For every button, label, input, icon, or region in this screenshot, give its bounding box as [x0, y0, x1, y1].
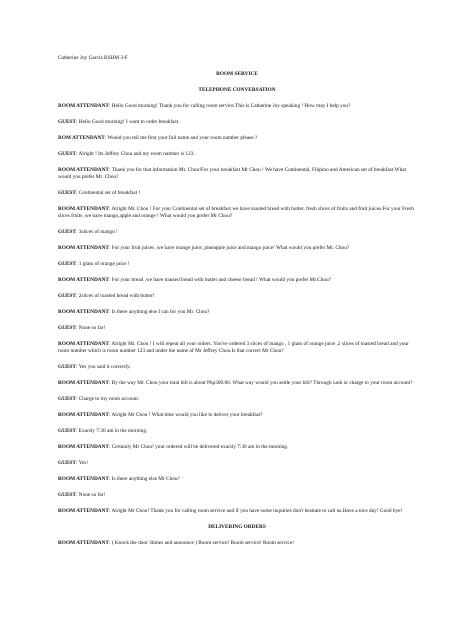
speaker-label: ROOM ATTENDANT [58, 476, 109, 482]
dialogue-line [58, 476, 416, 483]
dialogue-text: : Thank you for that information Mr. Chou!For your breakfast Mr Chou ! We have Continental, Filipino and American set of breakfast.What would you prefer Mr. Chou? [58, 167, 407, 180]
speaker-label: GUEST [58, 119, 76, 125]
speaker-label: ROOM ATTENDANT [58, 103, 109, 109]
dialogue-line [58, 492, 416, 499]
dialogue-line [58, 277, 416, 284]
dialogue-text: : 2slices of toasted bread with butter! [75, 293, 155, 299]
dialogue-text: : Is there anything else Mr Chou? [108, 476, 180, 482]
dialogue-line [58, 206, 416, 220]
speaker-label: GUEST [58, 428, 76, 434]
dialogue-line [58, 261, 416, 268]
speaker-label: GUEST [58, 261, 76, 267]
speaker-label: GUEST [58, 151, 76, 157]
dialogue-line [58, 167, 416, 181]
dialogue-line [58, 444, 416, 451]
speaker-label: GUEST [58, 293, 76, 299]
dialogue-text: : Alright Mr. Chou ! I will repeat all your orders. You've ordered 3 slices of mango , 1 glass of orange juice ,2 slices of toasted bread and your room number which is room number 123 and under the name of Mr Jeffrey Chou.Is that correct Mr Chou? [58, 341, 409, 354]
dialogue-text: : Alright Mr. Chou ! For your Continental set of breakfast we have toasted bread with butter, fresh slices of fruits and fruit juices.For your Fresh slices fruits ,we have mango,apple and orange ! What would you prefer Mr Chou? [58, 206, 414, 219]
speaker-label: ROM ATTENDANT [58, 135, 105, 141]
dialogue-line [58, 135, 416, 142]
dialogue-line [58, 151, 416, 158]
dialogue-text: : For your bread ,we have toasted bread with butter and cheese bread ! What would you prefer Mr.Chou? [108, 277, 331, 283]
dialogue-text: : Alright ! Its Jeffrey Chou and my room number is 123. [75, 151, 195, 157]
dialogue-text: : Exactly 7:30 am in the morning. [75, 428, 148, 434]
speaker-label: ROOM ATTENDANT [58, 444, 109, 450]
dialogue-line [58, 293, 416, 300]
speaker-label: GUEST [58, 190, 76, 196]
speaker-label: GUEST [58, 396, 76, 402]
dialogue-text: : Is there anything else I can for you Mr. Chou? [108, 309, 210, 315]
dialogue-line [58, 341, 416, 355]
dialogue-text: : For your fruit juices ,we have orange juice, pineapple juice and mango juice! What would you prefer Mr. Chou? [108, 245, 350, 251]
dialogue-text: : Hello Good morning! Thank you for calling room service.This is Catherine Joy speaking ! How may I help you? [108, 103, 351, 109]
dialogue-line [58, 412, 416, 419]
speaker-label: GUEST [58, 229, 76, 235]
section-title-delivering-orders: DELIVERING ORDERS [208, 524, 266, 530]
dialogue-line [58, 245, 416, 252]
speaker-label: ROOM ATTENDANT [58, 167, 109, 173]
dialogue-text: : Alright Mr Chou! Thank you for calling room service and if you have some inquiries don't hesitate to call us.Have a nice day! Good bye! [108, 508, 403, 514]
dialogue-text: : Alright Mr Chou ! What time would you like to deliver your breakfast? [108, 412, 263, 418]
dialogue-text: : Continental set of breakfast ! [75, 190, 141, 196]
dialogue-line [58, 540, 416, 547]
author-line: Catherine Joy Garcia BSHM 3-F [58, 55, 128, 61]
dialogue-text: : Would you tell me first your full name and your room number please.? [104, 135, 258, 141]
speaker-label: GUEST [58, 492, 76, 498]
dialogue-line [58, 380, 416, 387]
speaker-label: ROOM ATTENDANT [58, 540, 109, 546]
dialogue-line [58, 229, 416, 236]
dialogue-text: : By the way Mr. Chou your total bill is about Php300.00. What way would you settle your bill? Through cash or charge to your room account? [108, 380, 413, 386]
speaker-label: ROOM ATTENDANT [58, 277, 109, 283]
dialogue-text: : 1 glass of orange juice ! [75, 261, 130, 267]
speaker-label: ROOM ATTENDANT [58, 309, 109, 315]
dialogue-section [58, 103, 416, 515]
dialogue-line [58, 309, 416, 316]
dialogue-line [58, 325, 416, 332]
dialogue-line [58, 119, 416, 126]
dialogue-text: : Certainly Mr Chou! your ordered will be delivered exactly 7:30 am in the morning. [108, 444, 289, 450]
speaker-label: ROOM ATTENDANT [58, 245, 109, 251]
dialogue-section-delivering [58, 540, 416, 547]
dialogue-line [58, 396, 416, 403]
document-subtitle: TELEPHONE CONVERSATION [198, 87, 276, 93]
dialogue-text: : None so far! [75, 325, 106, 331]
dialogue-line [58, 103, 416, 110]
dialogue-line [58, 428, 416, 435]
speaker-label: GUEST [58, 325, 76, 331]
dialogue-text: : ( Knock the door 3times and announce ) Room service! Room service! Room service! [108, 540, 295, 546]
dialogue-line [58, 460, 416, 467]
dialogue-text: : Yes! [75, 460, 89, 466]
dialogue-text: : None so far! [75, 492, 106, 498]
dialogue-text: : Charge to my room account. [75, 396, 140, 402]
speaker-label: ROOM ATTENDANT [58, 341, 109, 347]
dialogue-text: : 3slices of mango ! [75, 229, 118, 235]
dialogue-line [58, 190, 416, 197]
speaker-label: GUEST [58, 364, 76, 370]
dialogue-line [58, 508, 416, 515]
speaker-label: ROOM ATTENDANT [58, 508, 109, 514]
speaker-label: ROOM ATTENDANT [58, 206, 109, 212]
dialogue-text: : Yes you said it correctly. [75, 364, 131, 370]
document-title: ROOM SERVICE [216, 71, 258, 77]
speaker-label: ROOM ATTENDANT [58, 412, 109, 418]
dialogue-line [58, 364, 416, 371]
speaker-label: ROOM ATTENDANT [58, 380, 109, 386]
speaker-label: GUEST [58, 460, 76, 466]
dialogue-text: : Hello Good morning! I want to order breakfast. [75, 119, 180, 125]
